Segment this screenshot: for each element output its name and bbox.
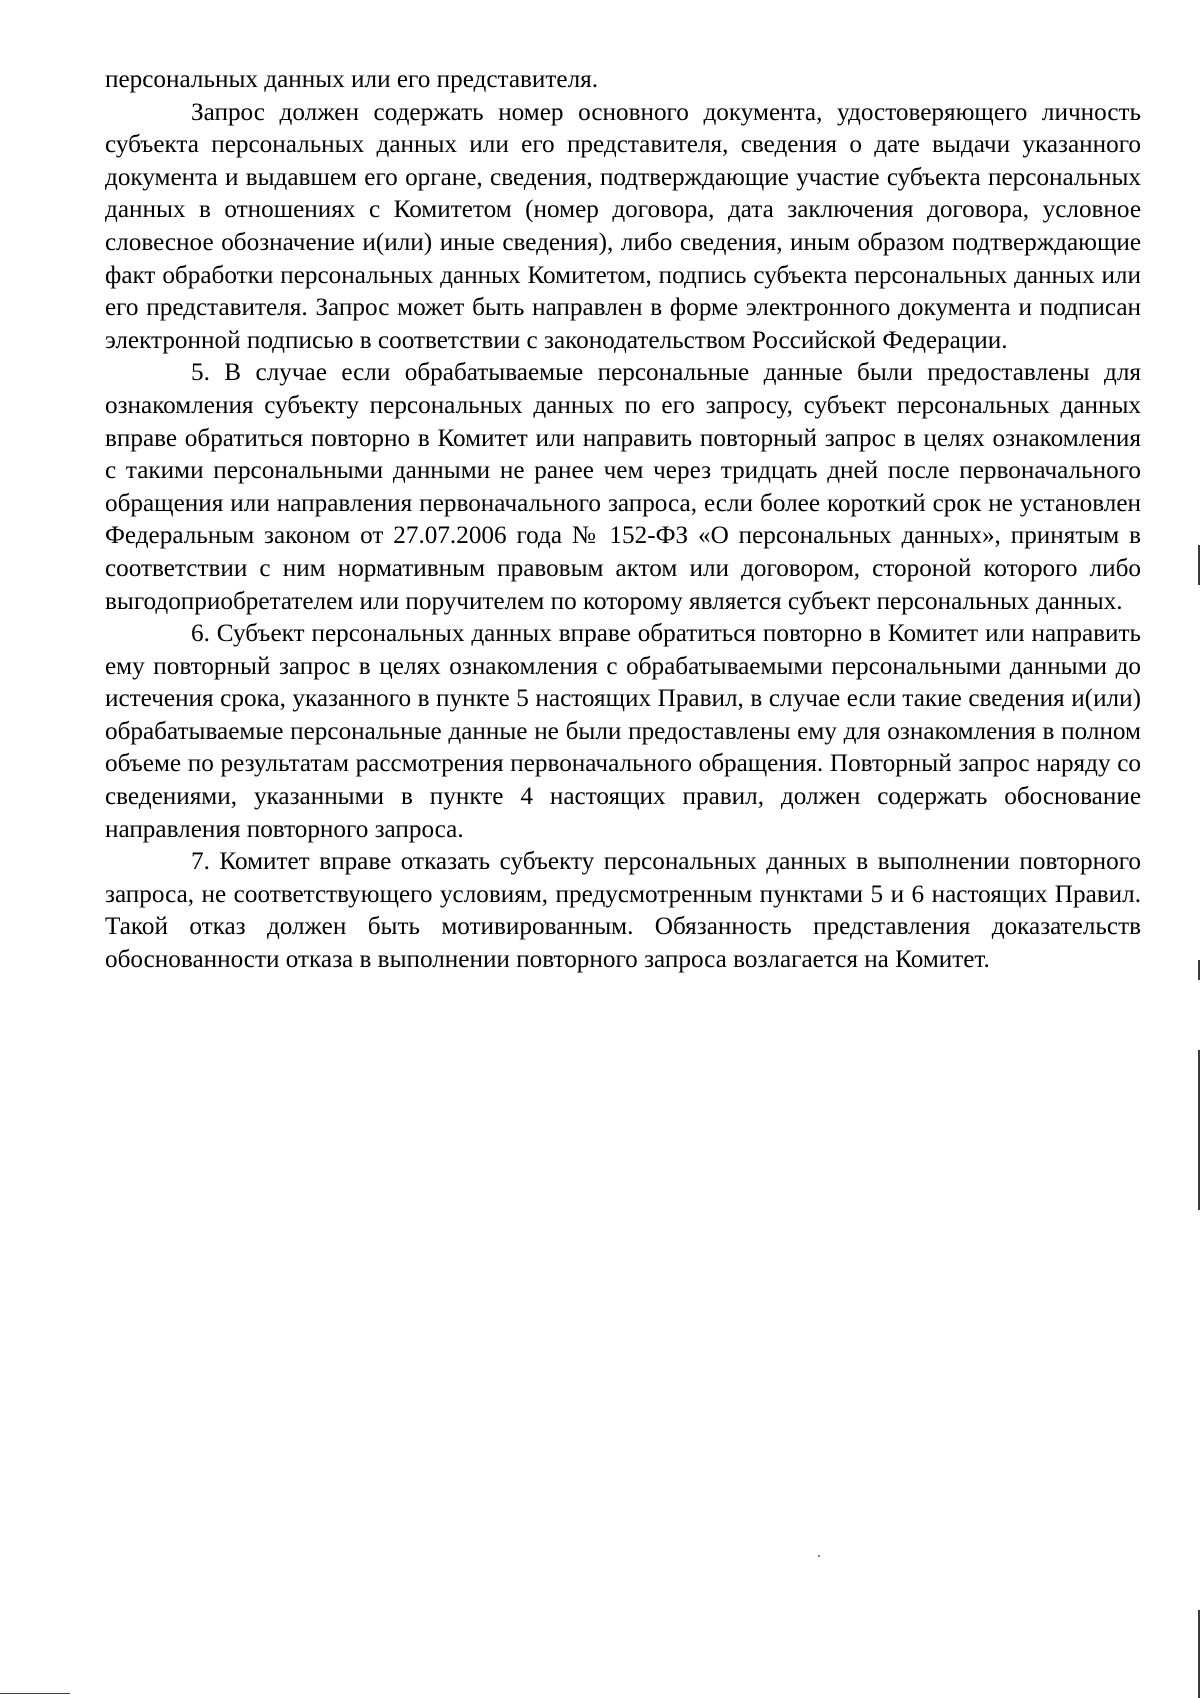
paragraph-request-contents: Запрос должен содержать номер основного документа, удостоверяющего личность субъекта персональных данных или его представителя, сведения о дате выдачи указанного документа и выдавшем его органе, сведения, подтверждающие участие субъекта персональных данных в отношениях с Комитетом (номер договора, дата заключения договора, условное словесное обозначение и(или) иные сведения), либо сведения, иным образом подтверждающие факт обработки персональных данных Комитетом, подпись субъекта персональных данных или его представителя. Запрос может быть направлен в форме электронного документа и подписан электронной подписью в соответствии с законодательством Российской Федерации. [105,98,1141,354]
document-body [105,64,1141,977]
paragraph-item-5: 5. В случае если обрабатываемые персональные данные были предоставлены для ознакомления субъекту персональных данных по его запросу, субъект персональных данных вправе обратиться повторно в Комитет или направить повторный запрос в целях ознакомления с такими персональными данными не ранее чем через тридцать дней после первоначального обращения или направления первоначального запроса, если более короткий срок не установлен Федеральным законом от 27.07.2006 года № 152-ФЗ «О персональных данных», принятым в соответствии с ним нормативным правовым актом или договором, стороной которого либо выгодоприобретателем или поручителем по которому является субъект персональных данных. [105,359,1141,615]
paragraph-item-6: 6. Субъект персональных данных вправе обратиться повторно в Комитет или направить ему повторный запрос в целях ознакомления с обрабатываемыми персональными данными до истечения срока, указанного в пункте 5 настоящих Правил, в случае если такие сведения и(или) обрабатываемые персональные данные не были предоставлены ему для ознакомления в полном объеме по результатам рассмотрения первоначального обращения. Повторный запрос наряду со сведениями, указанными в пункте 4 настоящих правил, должен содержать обоснование направления повторного запроса. [105,620,1141,843]
paragraph-continuation: персональных данных или его представителя. [105,66,599,93]
scan-speck [818,1555,820,1557]
scan-edge-artifact [0,1693,70,1694]
paragraph-item-7: 7. Комитет вправе отказать субъекту персональных данных в выполнении повторного запроса, не соответствующего условиям, предусмотренным пунктами 5 и 6 настоящих Правил. Такой отказ должен быть мотивированным. Обязанность представления доказательств обоснованности отказа в выполнении повторного запроса возлагается на Комитет. [105,848,1141,974]
